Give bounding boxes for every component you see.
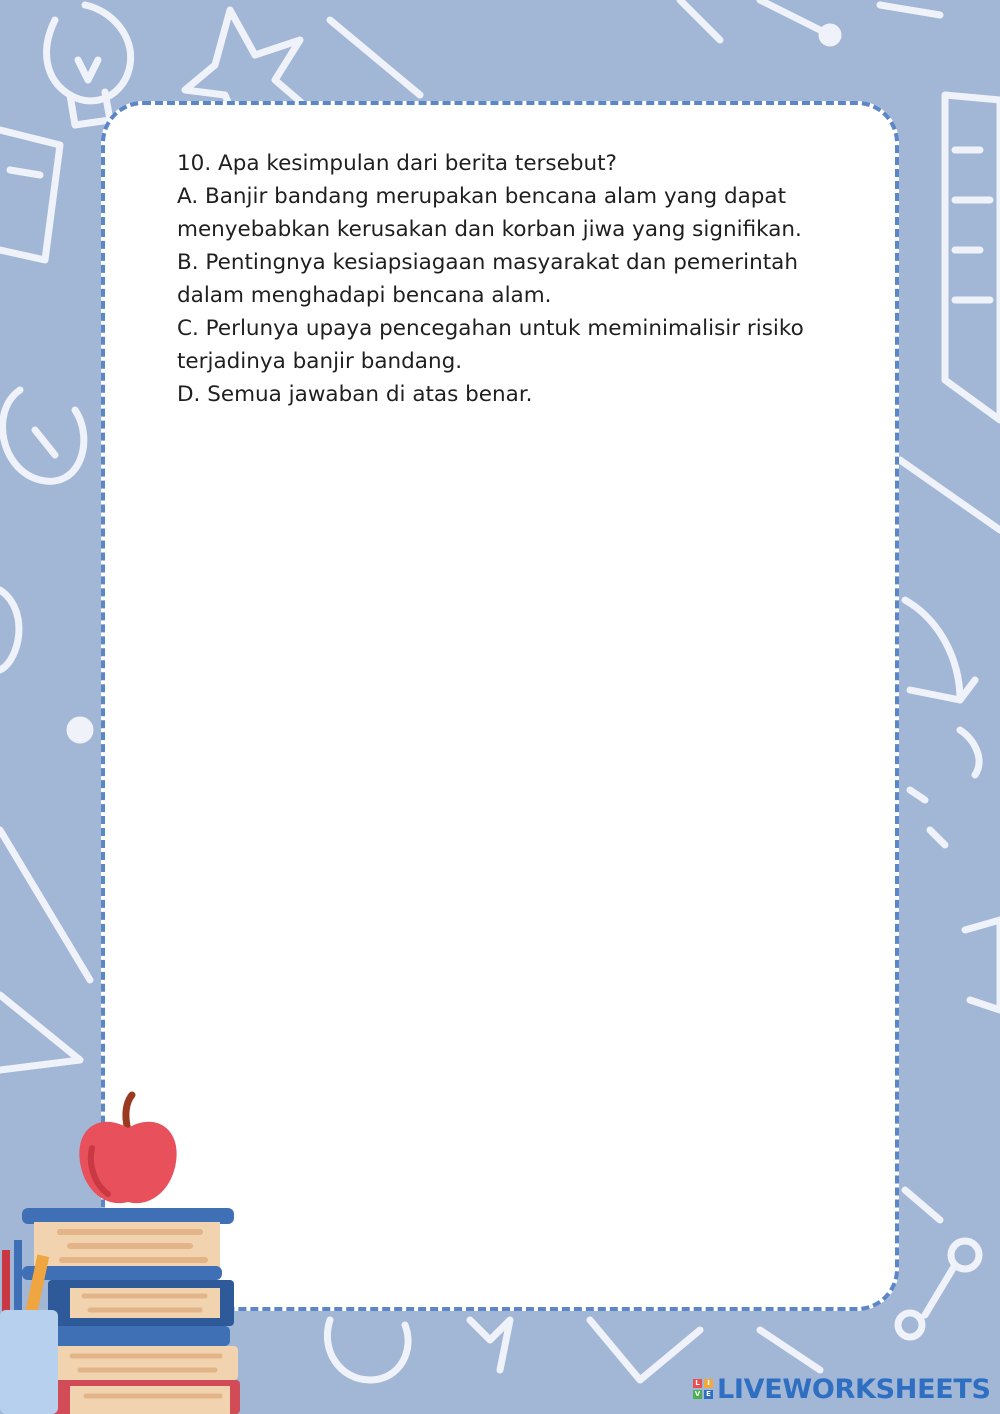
- liveworksheets-mark-icon: L I V E: [692, 1378, 714, 1400]
- lightbulb-doodle-icon: [47, 5, 131, 125]
- option-d: D. Semua jawaban di atas benar.: [177, 382, 533, 407]
- option-b: B. Pentingnya kesiapsiagaan masyarakat dan pemerintah dalam menghadapi bencana alam.: [177, 250, 798, 308]
- apple-icon: [79, 1095, 176, 1203]
- brand-name: LIVEWORKSHEETS: [717, 1373, 991, 1405]
- question-prompt: 10. Apa kesimpulan dari berita tersebut?: [177, 151, 617, 176]
- option-c: C. Perlunya upaya pencegahan untuk meminimalisir risiko terjadinya banjir bandang.: [177, 316, 804, 374]
- triangle-doodle-icon: [0, 995, 80, 1070]
- apple-books-illustration: [0, 1090, 250, 1414]
- question-block: [177, 147, 857, 411]
- ruler-doodle-icon: [945, 95, 1000, 420]
- option-a: A. Banjir bandang merupakan bencana alam yang dapat menyebabkan kerusakan dan korban jiwa yang signifikan.: [177, 184, 802, 242]
- liveworksheets-logo: [692, 1372, 991, 1406]
